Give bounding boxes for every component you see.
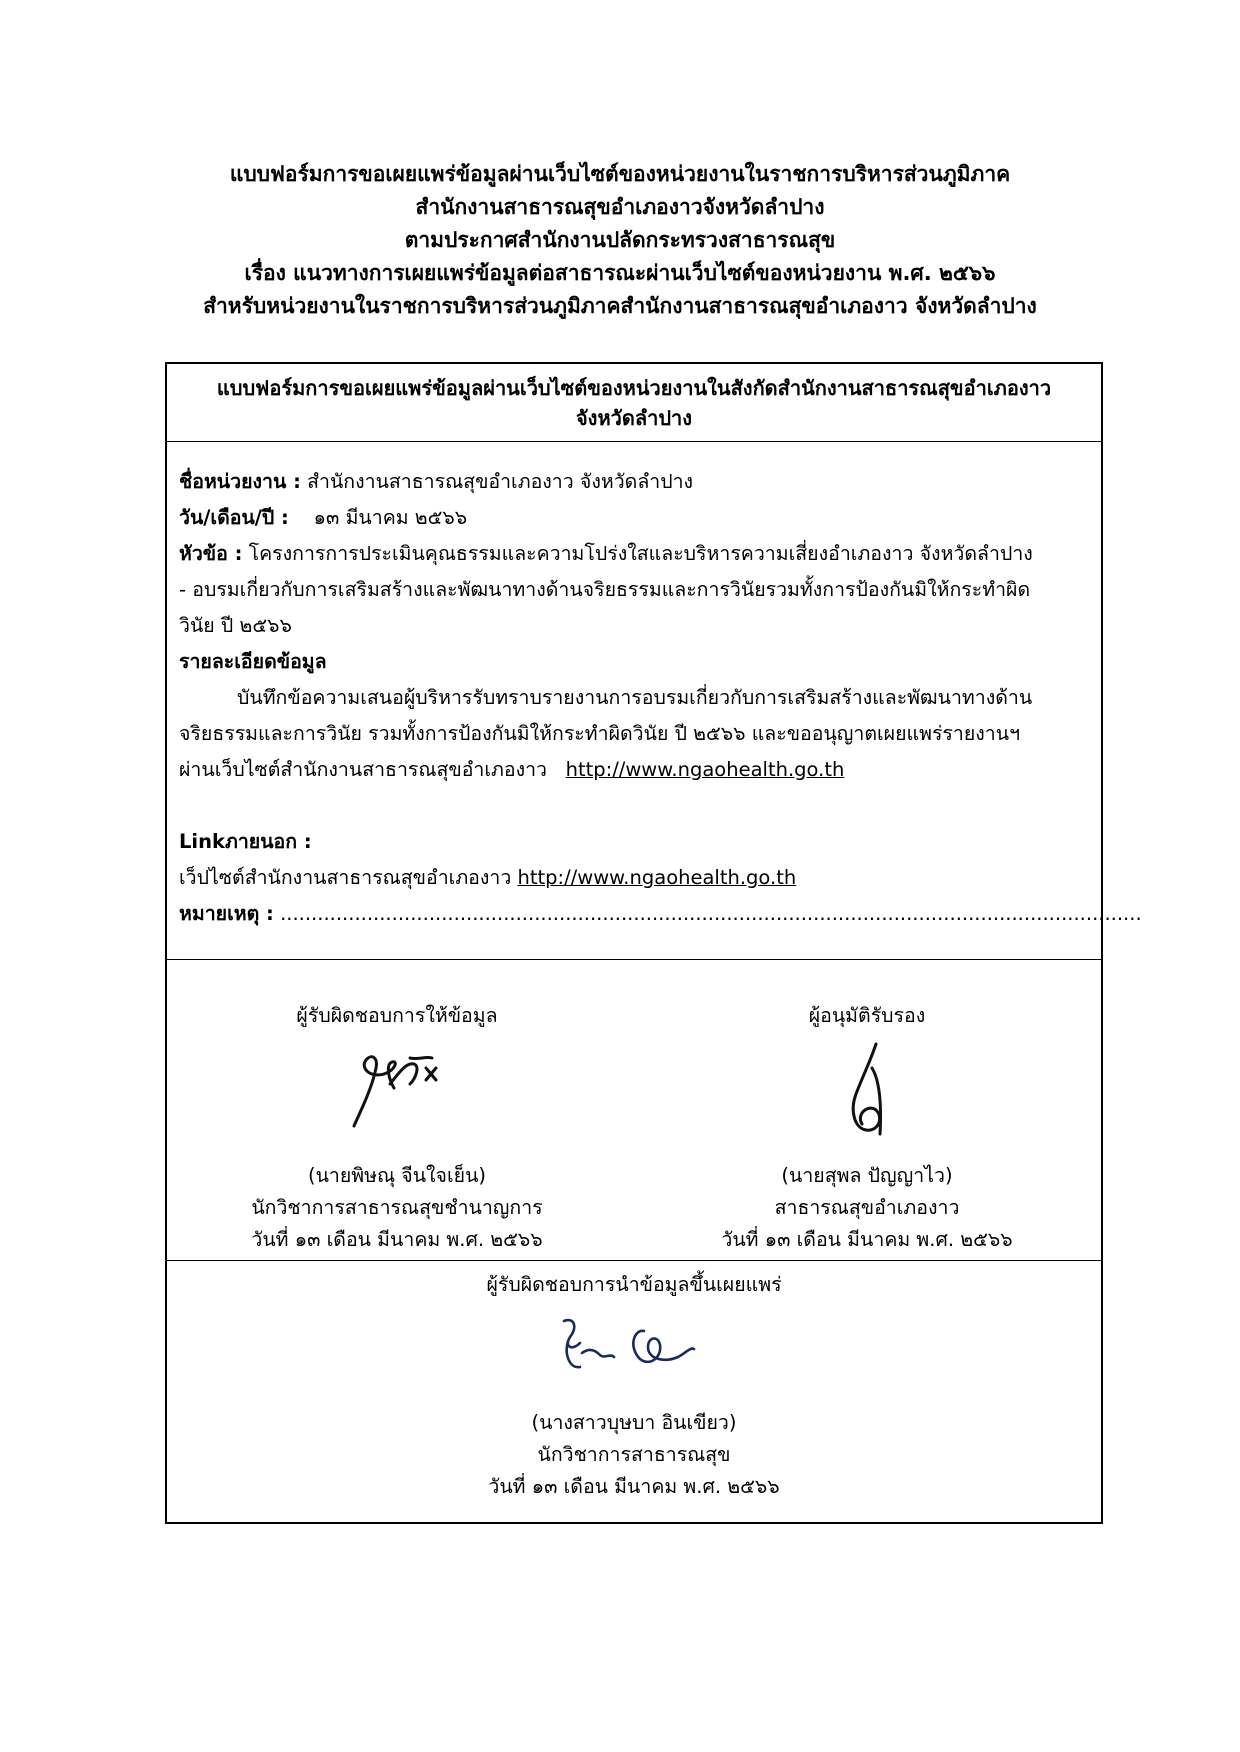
info-provider-signature	[187, 1032, 607, 1160]
approver-role: ผู้อนุมัติรับรอง	[808, 1004, 926, 1027]
detail-line-3	[179, 752, 1089, 788]
info-provider-position: นักวิชาการสาธารณสุขชำนาญการ	[251, 1196, 543, 1219]
info-provider-name: (นายพิษณุ จีนใจเย็น)	[307, 1164, 487, 1187]
topic-row	[179, 536, 1089, 572]
external-link-label: Linkภายนอก :	[179, 830, 312, 853]
publisher-role: ผู้รับผิดชอบการนำข้อมูลขึ้นเผยแพร่	[486, 1273, 782, 1296]
header-line-2: สำนักงานสาธารณสุขอำเภองาวจังหวัดลำปาง	[415, 195, 825, 219]
approver-signature-block	[657, 1000, 1077, 1256]
agency-label: ชื่อหน่วยงาน :	[179, 470, 301, 493]
document-header	[150, 158, 1090, 323]
note-row	[179, 896, 1142, 932]
approver-date: วันที่ ๑๓ เดือน มีนาคม พ.ศ. ๒๕๖๖	[721, 1228, 1013, 1251]
info-provider-role: ผู้รับผิดชอบการให้ข้อมูล	[296, 1004, 498, 1027]
handwritten-signature-icon	[544, 1307, 724, 1387]
note-dots: ...........................................................................................................................................	[280, 902, 1142, 925]
form-title-line-2: จังหวัดลำปาง	[575, 406, 693, 430]
form-title-line-1: แบบฟอร์มการขอเผยแพร่ข้อมูลผ่านเว็บไซต์ของหน่วยงานในสังกัดสำนักงานสาธารณสุขอำเภองาว	[216, 376, 1052, 400]
external-website-link[interactable]: http://www.ngaohealth.go.th	[517, 866, 797, 889]
publisher-date: วันที่ ๑๓ เดือน มีนาคม พ.ศ. ๒๕๖๖	[488, 1475, 780, 1498]
publisher-signature	[167, 1301, 1101, 1407]
detail-label: รายละเอียดข้อมูล	[179, 650, 327, 673]
approval-signatures	[167, 960, 1101, 1261]
date-row	[179, 500, 1089, 536]
publisher-position: นักวิชาการสาธารณสุข	[537, 1443, 731, 1466]
info-provider-signature-block	[187, 1000, 607, 1256]
topic-label: หัวข้อ :	[179, 542, 243, 565]
header-line-1: แบบฟอร์มการขอเผยแพร่ข้อมูลผ่านเว็บไซต์ของหน่วยงานในราชการบริหารส่วนภูมิภาค	[229, 162, 1011, 186]
agency-value: สำนักงานสาธารณสุขอำเภองาว จังหวัดลำปาง	[307, 470, 694, 493]
approver-name: (นายสุพล ปัญญาไว)	[781, 1164, 953, 1187]
handwritten-signature-icon	[332, 1038, 462, 1138]
approver-signature	[657, 1032, 1077, 1160]
publisher-name: (นางสาวบุษบา อินเขียว)	[531, 1411, 737, 1434]
note-label: หมายเหตุ :	[179, 902, 274, 925]
external-link-text: เว็ปไซต์สำนักงานสาธารณสุขอำเภองาว	[179, 866, 512, 889]
publish-request-form	[165, 362, 1142, 1524]
topic-line-2: - อบรมเกี่ยวกับการเสริมสร้างและพัฒนาทางด้านจริยธรรมและการวินัยรวมทั้งการป้องกันมิให้กระทำผิด	[179, 578, 1031, 601]
header-line-4: เรื่อง แนวทางการเผยแพร่ข้อมูลต่อสาธารณะผ่านเว็บไซต์ของหน่วยงาน พ.ศ. ๒๕๖๖	[244, 261, 996, 285]
topic-value: โครงการการประเมินคุณธรรมและความโปร่งใสและบริหารความเสี่ยงอำเภองาว จังหวัดลำปาง	[248, 542, 1033, 565]
detail-line-1: บันทึกข้อความเสนอผู้บริหารรับทราบรายงานการอบรมเกี่ยวกับการเสริมสร้างและพัฒนาทางด้าน	[237, 686, 1033, 709]
detail-line-2: จริยธรรมและการวินัย รวมทั้งการป้องกันมิให้กระทำผิดวินัย ปี ๒๕๖๖ และขออนุญาตเผยแพร่รายงานฯ	[179, 722, 1021, 745]
publisher-signature-block	[167, 1261, 1101, 1522]
form-details	[167, 442, 1142, 960]
external-link-row	[179, 860, 1089, 896]
spacer	[179, 788, 1089, 824]
detail-line-3-text: ผ่านเว็บไซต์สำนักงานสาธารณสุขอำเภองาว	[179, 758, 548, 781]
agency-row	[179, 464, 1089, 500]
topic-line-3: วินัย ปี ๒๕๖๖	[179, 614, 292, 637]
form-title	[167, 364, 1101, 442]
handwritten-signature-icon	[832, 1038, 902, 1148]
date-value: ๑๓ มีนาคม ๒๕๖๖	[313, 506, 468, 529]
detail-website-link[interactable]: http://www.ngaohealth.go.th	[565, 758, 845, 781]
approver-position: สาธารณสุขอำเภองาว	[774, 1196, 960, 1219]
date-label: วัน/เดือน/ปี :	[179, 506, 289, 529]
header-line-3: ตามประกาศสำนักงานปลัดกระทรวงสาธารณสุข	[404, 228, 836, 252]
info-provider-date: วันที่ ๑๓ เดือน มีนาคม พ.ศ. ๒๕๖๖	[251, 1228, 543, 1251]
header-line-5: สำหรับหน่วยงานในราชการบริหารส่วนภูมิภาคสำนักงานสาธารณสุขอำเภองาว จังหวัดลำปาง	[203, 294, 1037, 318]
